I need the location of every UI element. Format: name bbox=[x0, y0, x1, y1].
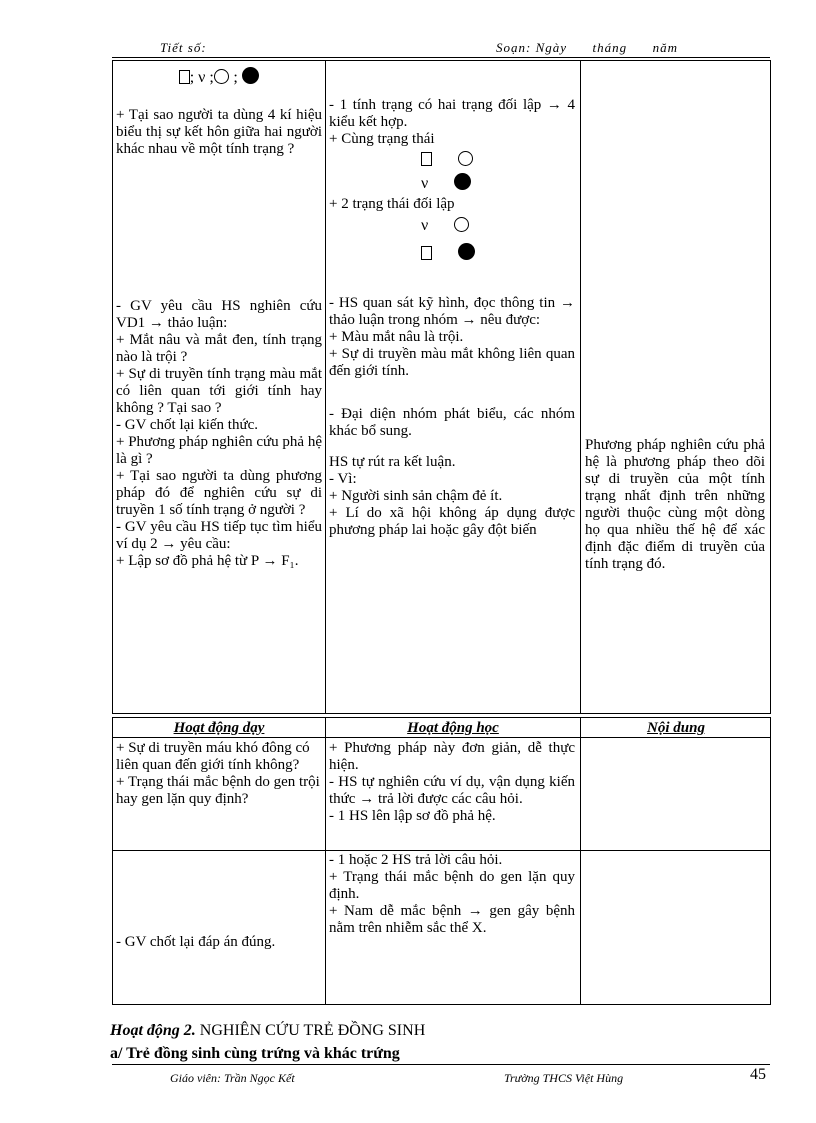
pedigree-symbols bbox=[116, 65, 322, 89]
section-subtitle: a/ Trẻ đồng sinh cùng trứng và khác trứng bbox=[110, 1045, 400, 1062]
student-activity-cell bbox=[329, 852, 575, 937]
header-divider bbox=[113, 737, 770, 738]
teacher-instruction-1: - GV yêu cầu HS nghiên cứu VD1 → thảo luận: bbox=[116, 298, 322, 331]
student-activity-cell bbox=[329, 97, 575, 539]
column-header-teaching: Hoạt động dạy bbox=[173, 720, 265, 736]
school-name: Trường THCS Việt Hùng bbox=[504, 1071, 624, 1085]
same-state-row-2 bbox=[329, 172, 575, 196]
activity-label: Hoạt động 2. bbox=[110, 1022, 196, 1039]
answer-5: + Màu mắt nâu là trội. bbox=[329, 329, 464, 345]
question-6: + Lập sơ đồ phả hệ từ P → F₁. bbox=[116, 553, 299, 569]
student-activity-cell bbox=[329, 740, 575, 825]
column-divider bbox=[325, 61, 326, 713]
content-cell bbox=[585, 437, 765, 573]
column-divider bbox=[580, 718, 581, 1004]
answer-3: + 2 trạng thái đối lập bbox=[329, 196, 455, 212]
answer-2: + Cùng trạng thái bbox=[329, 131, 435, 147]
male-affected-symbol: ν bbox=[421, 217, 429, 234]
affected-female-icon bbox=[458, 243, 475, 260]
affected-female-icon bbox=[454, 173, 471, 190]
answer-13: - HS tự nghiên cứu ví dụ, vận dụng kiến thức → trả lời được các câu hỏi. bbox=[329, 774, 575, 807]
answer-12: + Phương pháp này đơn giản, dễ thực hiện. bbox=[329, 740, 575, 773]
teacher-instruction-3: - GV yêu cầu HS tiếp tục tìm hiểu ví dụ 2 → yêu cầu: bbox=[116, 519, 322, 552]
female-circle-icon bbox=[214, 69, 229, 84]
answer-9: - Vì: bbox=[329, 471, 357, 487]
answer-11: + Lí do xã hội không áp dụng được phương pháp lai hoặc gây đột biến bbox=[329, 505, 575, 538]
question-7: + Sự di truyền máu khó đông có liên quan đến giới tính không? bbox=[116, 740, 310, 773]
question-3: + Sự di truyền tính trạng màu mắt có liên quan tới giới tính hay không ? Tại sao ? bbox=[116, 366, 322, 416]
question-4: + Phương pháp nghiên cứu phả hệ là gì ? bbox=[116, 434, 322, 467]
male-square-icon bbox=[421, 152, 432, 166]
answer-15: - 1 hoặc 2 HS trả lời câu hỏi. bbox=[329, 852, 503, 868]
answer-6: + Sự di truyền màu mắt không liên quan đến giới tính. bbox=[329, 346, 575, 379]
male-square-icon bbox=[421, 246, 432, 260]
column-header-content: Nội dung bbox=[647, 720, 705, 736]
teacher-activity-cell bbox=[116, 934, 322, 951]
answer-1: - 1 tính trạng có hai trạng đối lập → 4 kiểu kết hợp. bbox=[329, 97, 575, 130]
teacher-instruction-2: - GV chốt lại kiến thức. bbox=[116, 417, 258, 433]
question-8: + Trạng thái mắc bệnh do gen trội hay gen lặn quy định? bbox=[116, 774, 320, 807]
column-divider bbox=[580, 61, 581, 713]
question-5: + Tại sao người ta dùng phương pháp đó để nghiên cứu sự di truyền 1 số tính trạng ở người ? bbox=[116, 468, 322, 518]
answer-16: + Trạng thái mắc bệnh do gen lặn quy định. bbox=[329, 869, 575, 902]
activity-heading bbox=[110, 1022, 425, 1040]
male-square-icon bbox=[179, 70, 190, 84]
female-circle-icon bbox=[454, 217, 469, 232]
column-divider bbox=[325, 718, 326, 1004]
question-2: + Mắt nâu và mắt đen, tính trạng nào là trội ? bbox=[116, 332, 322, 365]
activity-title: NGHIÊN CỨU TRẺ ĐỒNG SINH bbox=[199, 1022, 426, 1039]
same-state-row-1 bbox=[329, 148, 575, 172]
answer-17: + Nam dễ mắc bệnh → gen gây bệnh nằm trên nhiễm sắc thể X. bbox=[329, 903, 575, 936]
female-circle-icon bbox=[458, 151, 473, 166]
question-1: + Tại sao người ta dùng 4 kí hiệu biểu thị sự kết hôn giữa hai người khác nhau về một tính trạng ? bbox=[116, 107, 322, 157]
row-divider bbox=[113, 850, 770, 851]
opposite-state-row-2 bbox=[329, 239, 575, 269]
page-footer bbox=[112, 1064, 770, 1088]
teacher-name: Giáo viên: Trần Ngọc Kết bbox=[170, 1071, 295, 1085]
lesson-number-label: Tiết số: bbox=[160, 40, 207, 55]
answer-10: + Người sinh sản chậm đẻ ít. bbox=[329, 488, 503, 504]
page-header bbox=[112, 38, 770, 58]
answer-7: - Đại diện nhóm phát biểu, các nhóm khác bổ sung. bbox=[329, 406, 575, 439]
date-label: Soạn: Ngày tháng năm bbox=[496, 40, 679, 55]
male-affected-symbol: ν bbox=[421, 175, 429, 192]
answer-8: HS tự rút ra kết luận. bbox=[329, 454, 456, 470]
answer-4: - HS quan sát kỹ hình, đọc thông tin → thảo luận trong nhóm → nêu được: bbox=[329, 295, 575, 328]
column-header-learning: Hoạt động học bbox=[407, 720, 499, 736]
teacher-activity-cell bbox=[116, 65, 322, 570]
answer-14: - 1 HS lên lập sơ đồ phả hệ. bbox=[329, 808, 496, 824]
page-number: 45 bbox=[750, 1066, 766, 1083]
content-conclusion: Phương pháp nghiên cứu phả hệ là phương pháp theo dõi sự di truyền của một tính trạng nhất định trên những người thuộc cùng một dòng họ qua nhiều thế hệ để xác định đặc điểm di truyền của tính trạng đó. bbox=[585, 437, 765, 572]
opposite-state-row-1 bbox=[329, 213, 575, 239]
lesson-table-part2 bbox=[112, 717, 771, 1005]
symbols-separator: ; ν ; bbox=[189, 69, 214, 86]
symbols-separator: ; bbox=[233, 69, 238, 86]
lesson-table-part1 bbox=[112, 60, 771, 714]
teacher-instruction-4: - GV chốt lại đáp án đúng. bbox=[116, 934, 276, 950]
affected-female-icon bbox=[242, 67, 259, 84]
teacher-activity-cell bbox=[116, 740, 322, 808]
